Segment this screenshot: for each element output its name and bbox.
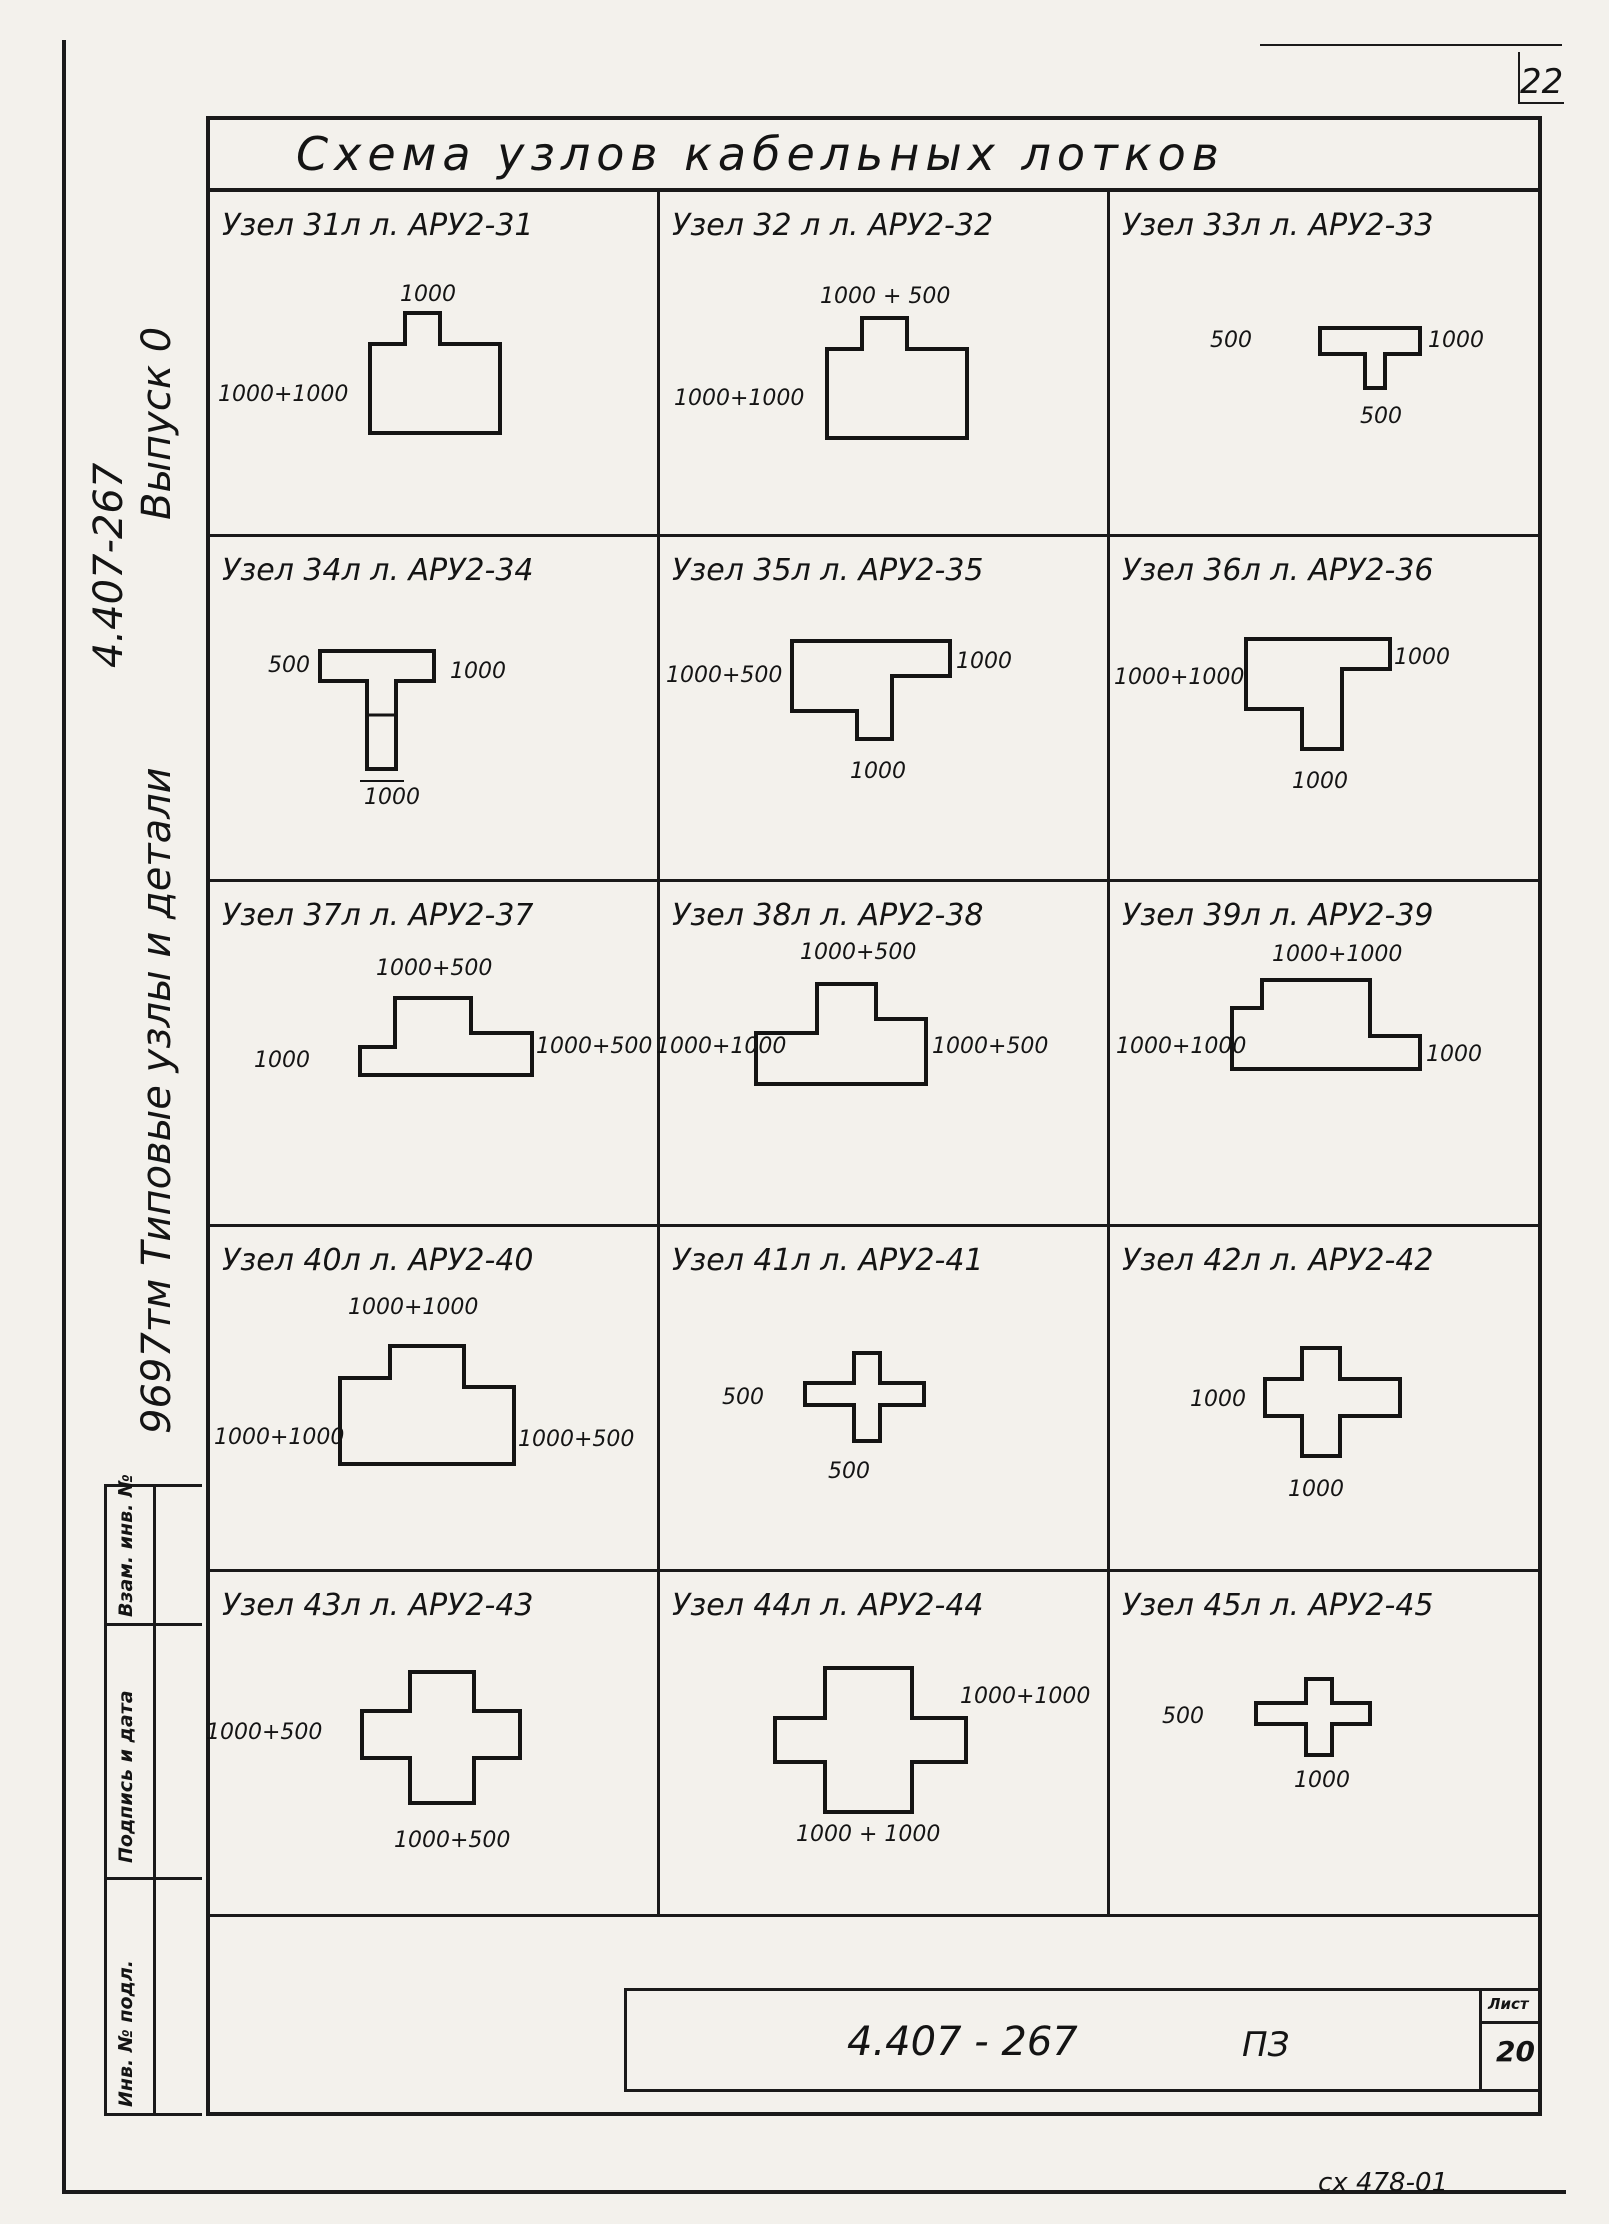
dim-label: 1000 + 500 bbox=[820, 284, 951, 309]
node-34-outline bbox=[210, 537, 660, 882]
dim-label: 1000+500 bbox=[394, 1828, 511, 1853]
dim-label: 1000+1000 bbox=[218, 382, 349, 407]
node-cell-41 bbox=[660, 1227, 1110, 1572]
node-title: Узел 40л л. АРУ2-40 bbox=[222, 1243, 534, 1278]
node-42-outline bbox=[1110, 1227, 1540, 1572]
dim-label: 1000+1000 bbox=[656, 1034, 787, 1059]
node-cell-40 bbox=[210, 1227, 660, 1572]
node-31-outline bbox=[210, 192, 660, 537]
node-cell-42 bbox=[1110, 1227, 1538, 1572]
top-rule bbox=[1260, 44, 1562, 46]
side-table-divider bbox=[107, 1623, 202, 1626]
node-cell-37 bbox=[210, 882, 660, 1227]
dim-label: 1000+500 bbox=[800, 940, 917, 965]
node-cell-38 bbox=[656, 882, 1110, 1227]
dim-label: 1000+1000 bbox=[1116, 1034, 1247, 1059]
dim-label: 1000 bbox=[1292, 769, 1348, 794]
sheet-number: 20 bbox=[1496, 2035, 1535, 2068]
dim-label: 1000+500 bbox=[206, 1720, 323, 1745]
dim-label: 1000 bbox=[1288, 1477, 1344, 1502]
dim-label: 1000 bbox=[254, 1048, 310, 1073]
dim-label: 1000+500 bbox=[932, 1034, 1049, 1059]
dim-label: 1000 bbox=[1428, 328, 1484, 353]
dim-label: 1000 bbox=[1294, 1768, 1350, 1793]
doc-code: 4.407 - 267 bbox=[847, 2019, 1078, 2065]
side-ref-inv: Взам. инв. № bbox=[115, 1474, 137, 1617]
node-33-outline bbox=[1110, 192, 1540, 537]
dim-label: 1000+1000 bbox=[960, 1684, 1091, 1709]
dim-label: 500 bbox=[1162, 1704, 1204, 1729]
sheet-label: Лист bbox=[1488, 1995, 1529, 2013]
dim-label: 1000 bbox=[1426, 1042, 1482, 1067]
dim-label: 1000+500 bbox=[518, 1427, 635, 1452]
dim-label: 500 bbox=[828, 1459, 870, 1484]
nodes-table bbox=[206, 116, 1542, 2116]
doc-part: ПЗ bbox=[1242, 2025, 1290, 2065]
sheet-cell bbox=[1479, 1991, 1542, 2089]
dim-label: 1000 bbox=[850, 759, 906, 784]
dim-label: 1000 + 1000 bbox=[796, 1822, 941, 1847]
dim-label: 500 bbox=[1360, 404, 1402, 429]
node-title: Узел 31л л. АРУ2-31 bbox=[222, 208, 534, 243]
sheet-cell-divider bbox=[1482, 2021, 1542, 2024]
node-title: Узел 32 л л. АРУ2-32 bbox=[672, 208, 994, 243]
node-title: Узел 36л л. АРУ2-36 bbox=[1122, 553, 1434, 588]
node-cell-31 bbox=[210, 192, 660, 537]
dim-label: 1000+1000 bbox=[1272, 942, 1403, 967]
node-title: Узел 43л л. АРУ2-43 bbox=[222, 1588, 534, 1623]
node-cell-33 bbox=[1110, 192, 1538, 537]
node-title: Узел 34л л. АРУ2-34 bbox=[222, 553, 534, 588]
dim-label: 1000+1000 bbox=[348, 1295, 479, 1320]
node-44-outline bbox=[660, 1572, 1110, 1917]
dim-label: 1000+500 bbox=[536, 1034, 653, 1059]
side-issue: Выпуск 0 bbox=[134, 326, 180, 520]
node-cell-45 bbox=[1110, 1572, 1538, 1917]
node-cell-35 bbox=[660, 537, 1110, 882]
node-45-outline bbox=[1110, 1572, 1540, 1917]
dim-label: 500 bbox=[268, 653, 310, 678]
copy-code: сх 478-01 bbox=[1318, 2168, 1449, 2198]
dim-label: 1000+500 bbox=[666, 663, 783, 688]
node-title: Узел 37л л. АРУ2-37 bbox=[222, 898, 534, 933]
node-title: Узел 45л л. АРУ2-45 bbox=[1122, 1588, 1434, 1623]
node-title: Узел 38л л. АРУ2-38 bbox=[672, 898, 984, 933]
side-series: 9697тм Типовые узлы и детали bbox=[134, 767, 180, 1434]
page-number: 22 bbox=[1520, 62, 1564, 102]
page-title: Схема узлов кабельных лотков bbox=[210, 120, 1538, 192]
node-title: Узел 35л л. АРУ2-35 bbox=[672, 553, 984, 588]
node-cell-44 bbox=[660, 1572, 1110, 1917]
node-title: Узел 39л л. АРУ2-39 bbox=[1122, 898, 1434, 933]
dim-label: 1000 bbox=[400, 282, 456, 307]
node-cell-43 bbox=[206, 1572, 660, 1917]
side-approval-table bbox=[104, 1474, 202, 2116]
node-cell-36 bbox=[1110, 537, 1538, 882]
dim-label: 1000 bbox=[364, 785, 420, 810]
nodes-grid bbox=[206, 192, 1538, 1917]
side-table-divider bbox=[107, 1877, 202, 1880]
dim-label: 1000+1000 bbox=[1114, 665, 1245, 690]
node-35-outline bbox=[660, 537, 1110, 882]
side-code: 4.407-267 bbox=[86, 462, 132, 668]
side-sign-date: Подпись и дата bbox=[115, 1690, 137, 1863]
dim-label: 1000+500 bbox=[376, 956, 493, 981]
node-cell-32 bbox=[660, 192, 1110, 537]
node-40-outline bbox=[210, 1227, 660, 1572]
node-36-outline bbox=[1110, 537, 1540, 882]
dim-label: 1000 bbox=[450, 659, 506, 684]
side-inv-original: Инв. № подл. bbox=[115, 1959, 137, 2107]
node-title: Узел 44л л. АРУ2-44 bbox=[672, 1588, 984, 1623]
node-cell-39 bbox=[1110, 882, 1538, 1227]
dim-label: 1000+1000 bbox=[674, 386, 805, 411]
dim-label: 1000 bbox=[1394, 645, 1450, 670]
node-title: Узел 41л л. АРУ2-41 bbox=[672, 1243, 984, 1278]
dim-label: 1000+1000 bbox=[214, 1425, 345, 1450]
node-title: Узел 33л л. АРУ2-33 bbox=[1122, 208, 1434, 243]
node-cell-34 bbox=[210, 537, 660, 882]
dim-label: 500 bbox=[1210, 328, 1252, 353]
dim-label: 1000 bbox=[956, 649, 1012, 674]
node-32-outline bbox=[660, 192, 1110, 537]
node-title: Узел 42л л. АРУ2-42 bbox=[1122, 1243, 1434, 1278]
dim-label: 1000 bbox=[1190, 1387, 1246, 1412]
dim-label: 500 bbox=[722, 1385, 764, 1410]
title-block bbox=[624, 1988, 1542, 2092]
